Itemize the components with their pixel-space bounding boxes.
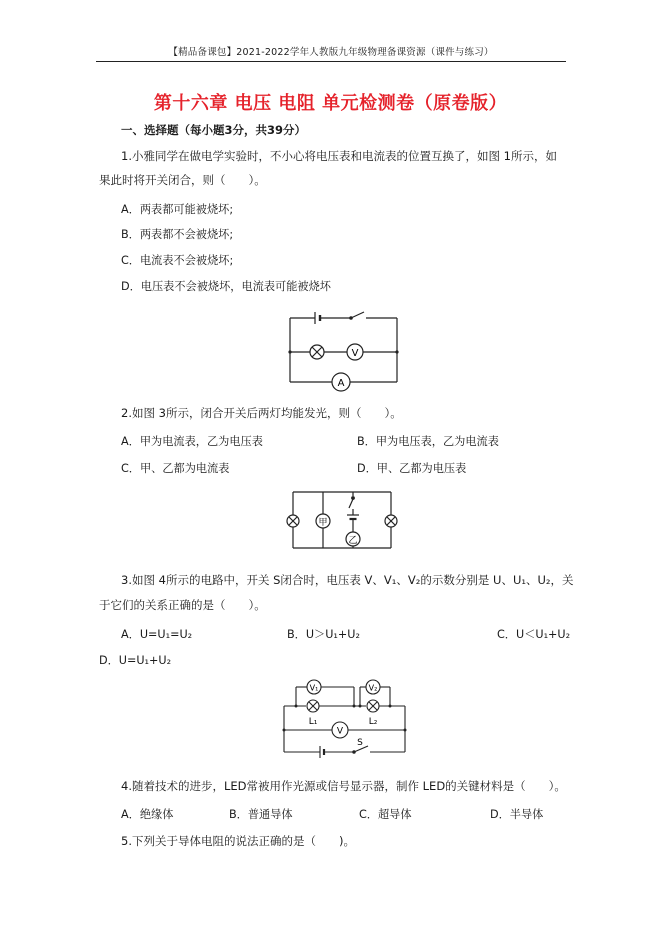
q1-circuit-figure [285,308,405,392]
q1-option-a: A．两表都可能被烧坏; [121,203,234,216]
q1-option-d: D．电压表不会被烧坏，电流表可能被烧坏 [121,280,331,293]
q1-option-b: B．两表都不会被烧坏; [121,228,234,241]
switch-s-label: S [357,738,363,748]
ammeter-label: A [337,378,345,389]
switch-blade [351,312,364,318]
switch-blade [349,499,353,508]
q2-circuit-figure [285,488,403,556]
voltmeter-label: V [351,348,359,359]
voltmeter-v2-label: V₂ [368,683,378,693]
q1-stem-line2: 果此时将开关闭合，则（ ）。 [99,173,266,187]
page-title: 第十六章 电压 电阻 单元检测卷（原卷版） [153,93,508,114]
q3-stem-line2: 于它们的关系正确的是（ ）。 [99,598,266,612]
q4-option-d: D．半导体 [490,808,544,821]
voltmeter-v1-label: V₁ [309,683,319,693]
q2-stem: 2.如图 3所示，闭合开关后两灯均能发光，则（ ）。 [121,406,402,420]
q3-option-a: A．U=U₁=U₂ [121,628,193,641]
q2-option-d: D．甲、乙都为电压表 [357,462,467,475]
meter-yi-label: 乙 [348,536,358,546]
q2-option-c: C．甲、乙都为电流表 [121,462,230,475]
voltmeter-v-label: V [336,726,344,737]
q3-option-b: B．U＞U₁+U₂ [287,628,360,641]
lamp-l1-label: L₁ [308,717,318,727]
lamp-l2-label: L₂ [368,717,378,727]
meter-jia-label: 甲 [318,518,328,528]
page-header: 【精品备课包】2021-2022学年人教版九年级物理备课资源（课件与练习） [168,47,494,58]
q2-option-b: B．甲为电压表，乙为电流表 [357,435,499,448]
q2-option-a: A．甲为电流表，乙为电压表 [121,435,263,448]
q1-stem-line1: 1.小雅同学在做电学实验时，不小心将电压表和电流表的位置互换了，如图 1所示，如 [121,149,557,163]
q3-option-c: C．U＜U₁+U₂ [497,628,571,641]
q4-option-a: A．绝缘体 [121,808,174,821]
q3-circuit-figure [280,678,410,760]
q3-option-d: D．U=U₁+U₂ [99,654,172,667]
q5-stem: 5.下列关于导体电阻的说法正确的是（ )。 [121,834,355,848]
q4-option-b: B．普通导体 [229,808,293,821]
q3-stem-line1: 3.如图 4所示的电路中，开关 S闭合时，电压表 V、V₁、V₂的示数分别是 U、U₁、U₂，关 [121,573,574,587]
q4-stem: 4.随着技术的进步，LED常被用作光源或信号显示器，制作 LED的关键材料是（ ）。 [121,779,566,793]
q4-option-c: C．超导体 [359,808,412,821]
q1-option-c: C．电流表不会被烧坏; [121,254,234,267]
section-heading: 一、选择题（每小题3分，共39分） [121,123,307,137]
header-rule [96,61,566,62]
